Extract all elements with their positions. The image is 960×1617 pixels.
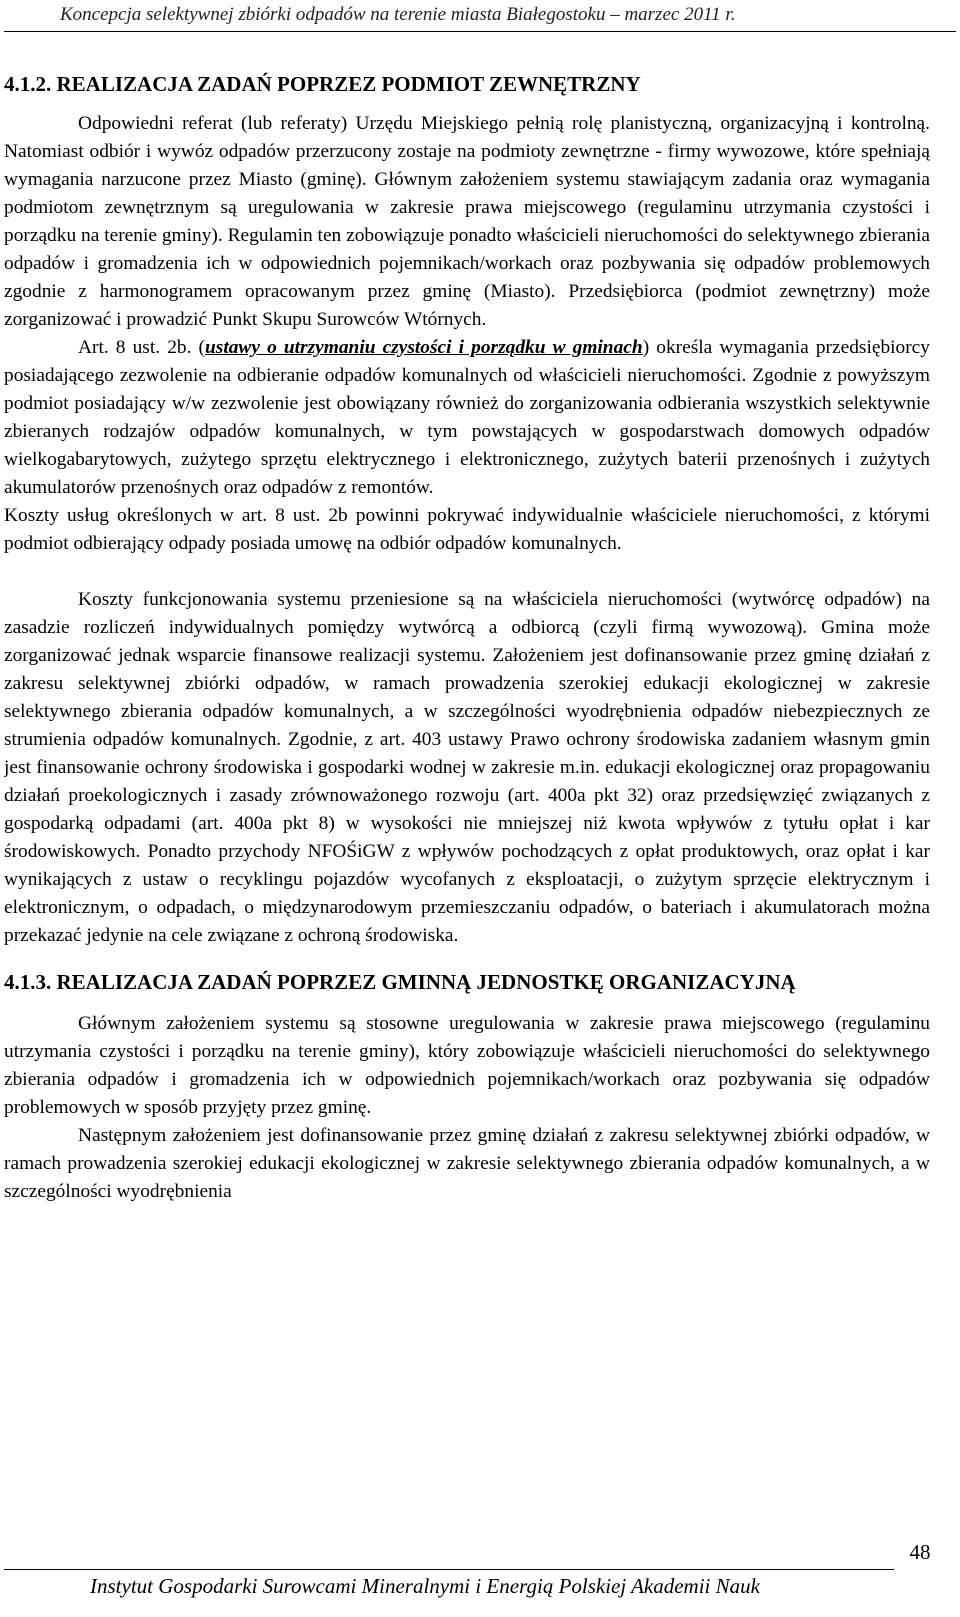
paragraph-main-assumption: Głównym założeniem systemu są stosowne uregulowania w zakresie prawa miejscowego (regulaminu utrzymania czystości i porządku na terenie gminy), który zobowiązuje właścicieli nieruchomości do selektywnego zbierania odpadów i gromadzenia ich w odpowiednich pojemnikach/workach oraz pozbywania się odpadów problemowych w sposób przyjęty przez gminę. xyxy=(4,1013,930,1118)
section-heading-4-1-3: 4.1.3. REALIZACJA ZADAŃ POPRZEZ GMINNĄ JEDNOSTKĘ ORGANIZACYJNĄ xyxy=(4,970,796,994)
paragraph-art-8 xyxy=(4,334,930,502)
footer-institution: Instytut Gospodarki Surowcami Mineralnymi i Energią Polskiej Akademii Nauk xyxy=(90,1574,760,1598)
running-header: Koncepcja selektywnej zbiórki odpadów na terenie miasta Białegostoku – marzec 2011 r. xyxy=(60,4,736,25)
section-heading-4-1-2: 4.1.2. REALIZACJA ZADAŃ POPRZEZ PODMIOT ZEWNĘTRZNY xyxy=(4,72,641,96)
page-number: 48 xyxy=(909,1540,931,1564)
header-rule xyxy=(4,31,956,32)
art-8-lead: Art. 8 ust. 2b. ( xyxy=(78,337,206,358)
paragraph-next-assumption: Następnym założeniem jest dofinansowanie przez gminę działań z zakresu selektywnej zbiórki odpadów, w ramach prowadzenia szerokiej edukacji ekologicznej w zakresie selektywnego zbierania odpadów komunalnych, a w szczególności wyodrębnienia xyxy=(4,1125,930,1202)
act-title: ustawy o utrzymaniu czystości i porządku w gminach xyxy=(205,337,643,358)
paragraph-system-costs: Koszty funkcjonowania systemu przeniesione są na właściciela nieruchomości (wytwórcę odpadów) na zasadzie rozliczeń indywidualnych pomiędzy wytwórcą a odbiorcą (czyli firmą wywozową). Gmina może zorganizować jednak wsparcie finansowe realizacji systemu. Założeniem jest dofinansowanie przez gminę działań z zakresu selektywnej zbiórki odpadów, w ramach prowadzenia szerokiej edukacji ekologicznej w zakresie selektywnego zbierania odpadów komunalnych, a w szczególności wyodrębnienia odpadów niebezpiecznych ze strumienia odpadów komunalnych. Zgodnie, z art. 403 ustawy Prawo ochrony środowiska zadaniem własnym gmin jest finansowanie ochrony środowiska i gospodarki wodnej w zakresie m.in. edukacji ekologicznej oraz propagowaniu działań proekologicznych i zasady zrównoważonego rozwoju (art. 400a pkt 32) oraz przedsięwzięć związanych z gospodarką odpadami (art. 400a pkt 8) w wysokości nie mniejszej niż kwota wpływów z tytułu opłat i kar środowiskowych. Ponadto przychody NFOŚiGW z wpływów pochodzących z opłat produktowych, oraz opłat i kar wynikających z ustaw o recyklingu pojazdów wycofanych z eksploatacji, o zużytym sprzęcie elektrycznym i elektronicznym, o odpadach, o międzynarodowym przemieszczaniu odpadów, o bateriach i akumulatorach można przekazać jedynie na cele związane z ochroną środowiska. xyxy=(4,589,930,946)
paragraph-service-costs: Koszty usług określonych w art. 8 ust. 2b powinni pokrywać indywidualnie właściciele nieruchomości, z którymi podmiot odbierający odpady posiada umowę na odbiór odpadów komunalnych. xyxy=(4,505,930,554)
page-content xyxy=(4,70,930,1560)
paragraph-external-entity: Odpowiedni referat (lub referaty) Urzędu Miejskiego pełnią rolę planistyczną, organizacyjną i kontrolną. Natomiast odbiór i wywóz odpadów przerzucony zostaje na podmioty zewnętrzne - firmy wywozowe, które spełniają wymagania narzucone przez Miasto (gminę). Głównym założeniem systemu stawiającym zadania oraz wymagania podmiotom zewnętrznym są uregulowania w zakresie prawa miejscowego (regulaminu utrzymania czystości i porządku na terenie gminy). Regulamin ten zobowiązuje ponadto właścicieli nieruchomości do selektywnego zbierania odpadów i gromadzenia ich w odpowiednich pojemnikach/workach oraz pozbywania się odpadów problemowych zgodnie z harmonogramem opracowanym przez gminę (Miasto). Przedsiębiorca (podmiot zewnętrzny) może zorganizować i prowadzić Punkt Skupu Surowców Wtórnych. xyxy=(4,113,930,330)
paragraph-gap xyxy=(4,558,930,586)
art-8-rest: ) określa wymagania przedsiębiorcy posiadającego zezwolenie na odbieranie odpadów komunalnych od właścicieli nieruchomości. Zgodnie z powyższym podmiot posiadający w/w zezwolenie jest obowiązany również do zorganizowania odbierania wszystkich selektywnie zbieranych rodzajów odpadów komunalnych, w tym powstających w gospodarstwach domowych odpadów wielkogabarytowych, zużytego sprzętu elektrycznego i elektronicznego, zużytych baterii przenośnych i zużytych akumulatorów przenośnych oraz odpadów z remontów. xyxy=(4,337,930,498)
footer-rule xyxy=(4,1569,894,1570)
